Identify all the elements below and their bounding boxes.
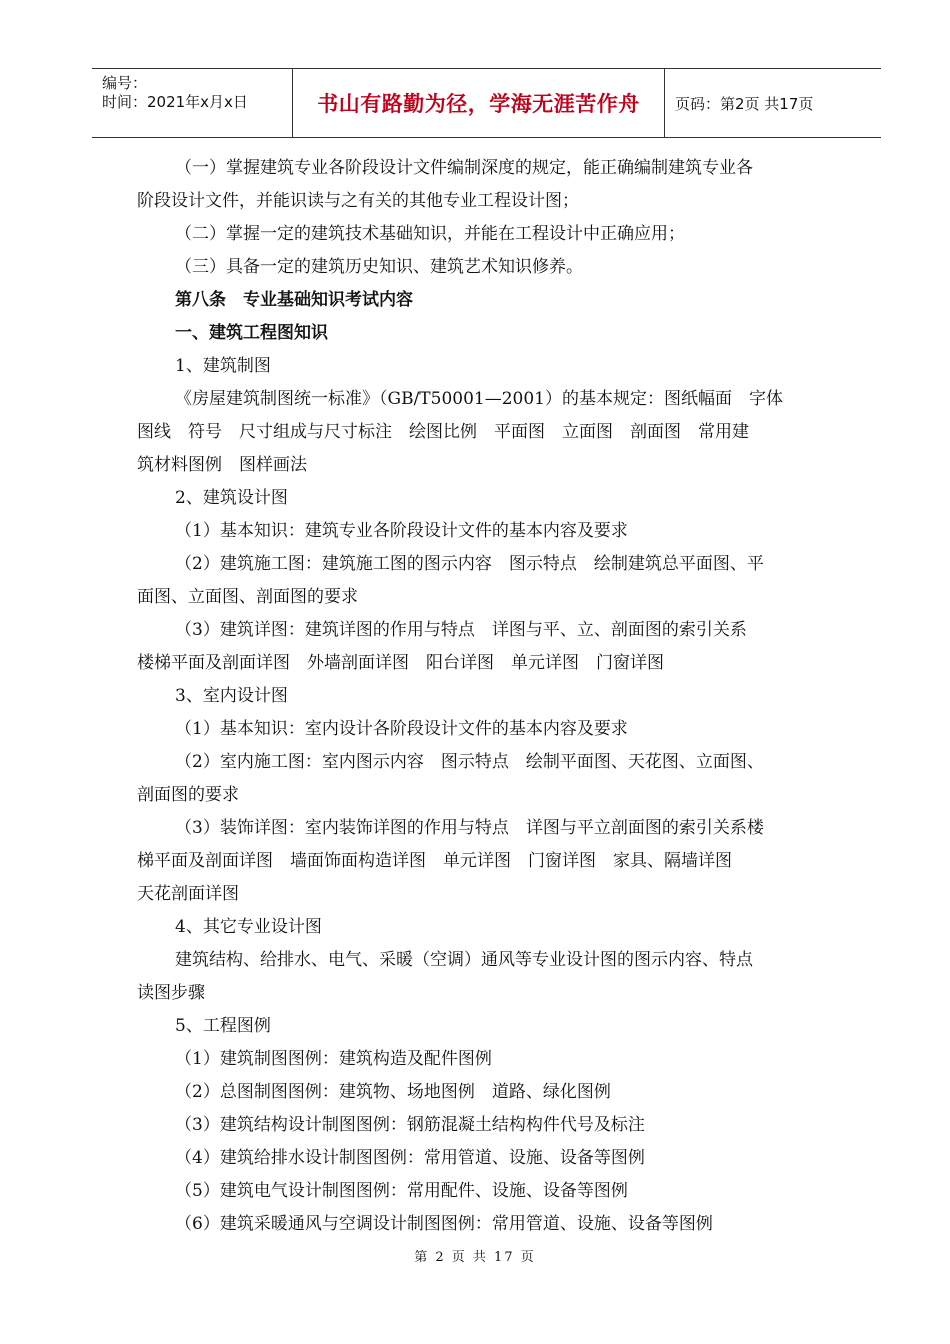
text-line: （4）建筑给排水设计制图图例：常用管道、设施、设备等图例 (175, 1148, 645, 1168)
text-line: 《房屋建筑制图统一标准》（GB/T50001—2001）的基本规定：图纸幅面 字体 (175, 389, 783, 409)
text-line: 天花剖面详图 (137, 884, 239, 904)
text-line: 2、建筑设计图 (175, 488, 288, 508)
header-motto-cell (293, 69, 665, 137)
text-line: 1、建筑制图 (175, 356, 271, 376)
text-line: （5）建筑电气设计制图图例：常用配件、设施、设备等图例 (175, 1181, 628, 1201)
code-label: 编号： (102, 74, 148, 92)
text-line: 阶段设计文件，并能识读与之有关的其他专业工程设计图； (137, 191, 579, 211)
text-line: （2）建筑施工图：建筑施工图的图示内容 图示特点 绘制建筑总平面图、平 (175, 554, 764, 574)
text-line: （三）具备一定的建筑历史知识、建筑艺术知识修养。 (175, 257, 583, 277)
text-line: （3）建筑详图：建筑详图的作用与特点 详图与平、立、剖面图的索引关系 (175, 620, 747, 640)
text-line: 剖面图的要求 (137, 785, 239, 805)
text-line: 读图步骤 (137, 983, 205, 1003)
text-line: （二）掌握一定的建筑技术基础知识，并能在工程设计中正确应用； (175, 224, 685, 244)
text-line: 筑材料图例 图样画法 (137, 455, 307, 475)
text-line: 梯平面及剖面详图 墙面饰面构造详图 单元详图 门窗详图 家具、隔墙详图 (137, 851, 732, 871)
text-line: （2）总图制图图例：建筑物、场地图例 道路、绿化图例 (175, 1082, 611, 1102)
text-line: 图线 符号 尺寸组成与尺寸标注 绘图比例 平面图 立面图 剖面图 常用建 (137, 422, 749, 442)
document-body (137, 152, 837, 1241)
time-label: 时间：2021年x月x日 (102, 93, 248, 111)
text-line: （3）装饰详图：室内装饰详图的作用与特点 详图与平立剖面图的索引关系楼 (175, 818, 764, 838)
text-line: （1）基本知识：室内设计各阶段设计文件的基本内容及要求 (175, 719, 628, 739)
motto: 书山有路勤为径，学海无涯苦作舟 (317, 92, 640, 116)
section-heading: 一、建筑工程图知识 (175, 323, 328, 343)
text-line: 3、室内设计图 (175, 686, 288, 706)
page-info: 页码：第2页 共17页 (675, 95, 814, 113)
text-line: 4、其它专业设计图 (175, 917, 322, 937)
text-line: 5、工程图例 (175, 1016, 271, 1036)
text-line: （1）基本知识：建筑专业各阶段设计文件的基本内容及要求 (175, 521, 628, 541)
text-line: （1）建筑制图图例：建筑构造及配件图例 (175, 1049, 492, 1069)
page-footer: 第 2 页 共 17 页 (414, 1250, 536, 1265)
text-line: （一）掌握建筑专业各阶段设计文件编制深度的规定，能正确编制建筑专业各 (175, 158, 753, 178)
header-meta-cell (92, 69, 293, 137)
header-page-cell (665, 69, 881, 137)
text-line: 楼梯平面及剖面详图 外墙剖面详图 阳台详图 单元详图 门窗详图 (137, 653, 664, 673)
text-line: （6）建筑采暖通风与空调设计制图图例：常用管道、设施、设备等图例 (175, 1214, 713, 1234)
page-header (92, 68, 881, 138)
text-line: 面图、立面图、剖面图的要求 (137, 587, 358, 607)
text-line: （2）室内施工图：室内图示内容 图示特点 绘制平面图、天花图、立面图、 (175, 752, 764, 772)
section-heading: 第八条 专业基础知识考试内容 (175, 290, 413, 310)
text-line: （3）建筑结构设计制图图例：钢筋混凝土结构构件代号及标注 (175, 1115, 645, 1135)
text-line: 建筑结构、给排水、电气、采暖（空调）通风等专业设计图的图示内容、特点 (175, 950, 753, 970)
